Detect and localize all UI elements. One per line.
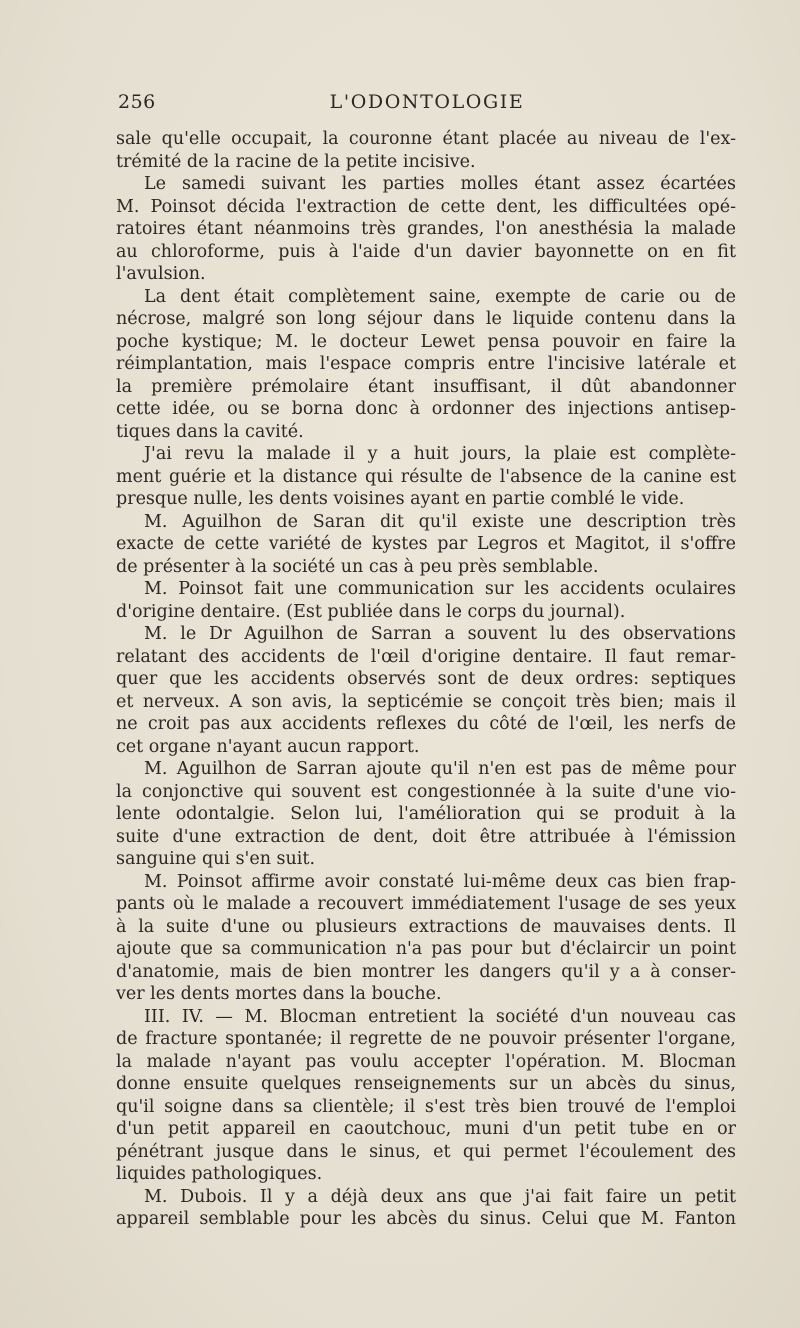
text-line: à la suite d'une ou plusieurs extractions de mauvaises dents. Il bbox=[116, 916, 736, 937]
text-line: relatant des accidents de l'œil d'origine dentaire. Il faut remar- bbox=[116, 646, 736, 667]
text-line: exacte de cette variété de kystes par Legros et Magitot, il s'offre bbox=[116, 534, 736, 554]
page-number: 256 bbox=[118, 91, 156, 113]
text-line: M. Poinsot fait une communication sur les accidents oculaires bbox=[144, 579, 736, 599]
text-line: sanguine qui s'en suit. bbox=[116, 849, 316, 869]
text-line: M. le Dr Aguilhon de Sarran a souvent lu des observations bbox=[144, 624, 736, 644]
text-line: III. IV. — M. Blocman entretient la société d'un nouveau cas bbox=[144, 1006, 736, 1027]
body-text bbox=[116, 128, 736, 1231]
text-line: donne ensuite quelques renseignements sur un abcès du sinus, bbox=[116, 1074, 736, 1094]
text-line: de fracture spontanée; il regrette de ne pouvoir présenter l'organe, bbox=[116, 1029, 736, 1049]
text-line: tiques dans la cavité. bbox=[116, 421, 304, 442]
page-header bbox=[118, 91, 736, 119]
text-line: qu'il soigne dans sa clientèle; il s'est très bien trouvé de l'emploi bbox=[116, 1096, 736, 1117]
text-line: cet organe n'ayant aucun rapport. bbox=[116, 736, 420, 757]
text-line: J'ai revu la malade il y a huit jours, la plaie est complète- bbox=[144, 444, 736, 464]
text-line: d'un petit appareil en caoutchouc, muni d'un petit tube en or bbox=[116, 1119, 736, 1139]
text-line: ne croit pas aux accidents reflexes du côté de l'œil, les nerfs de bbox=[116, 714, 736, 734]
text-line: lente odontalgie. Selon lui, l'amélioration qui se produit à la bbox=[116, 804, 736, 824]
text-line: sale qu'elle occupait, la couronne étant placée au niveau de l'ex- bbox=[116, 129, 736, 149]
text-line: réimplantation, mais l'espace compris entre l'incisive latérale et bbox=[116, 354, 736, 374]
text-line: appareil semblable pour les abcès du sinus. Celui que M. Fanton bbox=[116, 1209, 736, 1229]
text-line: poche kystique; M. le docteur Lewet pensa pouvoir en faire la bbox=[116, 331, 736, 352]
text-line: la conjonctive qui souvent est congestionnée à la suite d'une vio- bbox=[116, 781, 736, 802]
text-line: la première prémolaire étant insuffisant, il dût abandonner bbox=[116, 376, 736, 397]
text-line: ajoute que sa communication n'a pas pour but d'éclaircir un point bbox=[116, 939, 736, 959]
text-line: nécrose, malgré son long séjour dans le liquide contenu dans la bbox=[116, 309, 736, 329]
text-line: l'avulsion. bbox=[116, 264, 206, 284]
text-line: M. Poinsot affirme avoir constaté lui-même deux cas bien frap- bbox=[144, 871, 736, 892]
text-line: pants où le malade a recouvert immédiatement l'usage de ses yeux bbox=[116, 894, 736, 914]
text-line: liquides pathologiques. bbox=[116, 1164, 323, 1184]
text-line: quer que les accidents observés sont de deux ordres: septiques bbox=[116, 669, 736, 689]
text-line: trémité de la racine de la petite incisive. bbox=[116, 151, 476, 172]
text-line: cette idée, ou se borna donc à ordonner des injections antisep- bbox=[116, 399, 736, 419]
text-line: suite d'une extraction de dent, doit être attribuée à l'émission bbox=[116, 826, 736, 847]
text-line: La dent était complètement saine, exempte de carie ou de bbox=[144, 286, 736, 307]
text-line: M. Dubois. Il y a déjà deux ans que j'ai fait faire un petit bbox=[144, 1186, 736, 1207]
text-line: et nerveux. A son avis, la septicémie se conçoit très bien; mais il bbox=[116, 691, 736, 712]
text-line: pénétrant jusque dans le sinus, et qui permet l'écoulement des bbox=[116, 1141, 736, 1162]
text-line: ver les dents mortes dans la bouche. bbox=[116, 984, 442, 1004]
text-line: la malade n'ayant pas voulu accepter l'opération. M. Blocman bbox=[116, 1051, 736, 1072]
text-line: au chloroforme, puis à l'aide d'un davier bayonnette on en fit bbox=[116, 241, 736, 262]
text-line: M. Poinsot décida l'extraction de cette dent, les difficultées opé- bbox=[116, 196, 736, 217]
text-line: de présenter à la société un cas à peu près semblable. bbox=[116, 556, 599, 577]
text-line: Le samedi suivant les parties molles étant assez écartées bbox=[144, 174, 736, 194]
text-line: ment guérie et la distance qui résulte de l'absence de la canine est bbox=[116, 466, 736, 487]
running-title: L'ODONTOLOGIE bbox=[329, 91, 525, 113]
text-line: presque nulle, les dents voisines ayant en partie comblé le vide. bbox=[116, 489, 685, 509]
text-line: d'anatomie, mais de bien montrer les dangers qu'il y a à conser- bbox=[116, 961, 736, 982]
text-line: d'origine dentaire. (Est publiée dans le corps du journal). bbox=[116, 601, 626, 622]
text-line: ratoires étant néanmoins très grandes, l'on anesthésia la malade bbox=[116, 219, 736, 239]
text-line: M. Aguilhon de Saran dit qu'il existe une description très bbox=[144, 511, 736, 532]
text-line: M. Aguilhon de Sarran ajoute qu'il n'en est pas de même pour bbox=[144, 759, 736, 779]
